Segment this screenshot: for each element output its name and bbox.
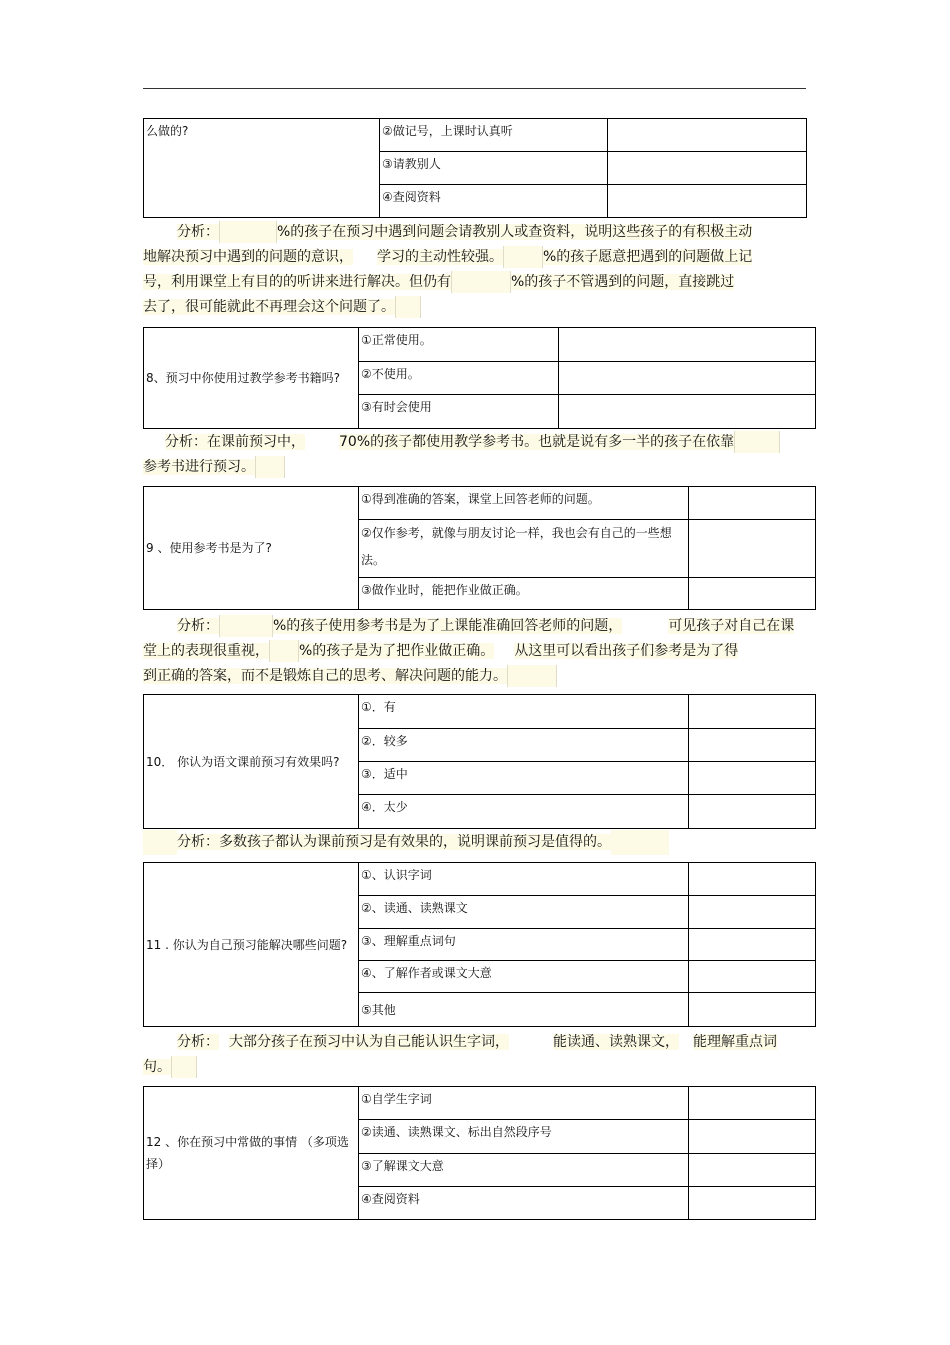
header-rule bbox=[143, 88, 806, 89]
option-label: ①自学生字词 bbox=[359, 1087, 689, 1120]
option-label: ①．有 bbox=[359, 695, 689, 729]
analysis-label: 分析： bbox=[177, 1034, 219, 1050]
option-label: ③了解课文大意 bbox=[359, 1154, 689, 1187]
analysis-9 bbox=[143, 614, 794, 689]
question-table-10 bbox=[143, 694, 816, 829]
answer-cell bbox=[689, 729, 816, 762]
question-table-11 bbox=[143, 862, 816, 1027]
question-table-8 bbox=[143, 327, 816, 429]
option-label: ③有时会使用 bbox=[359, 395, 559, 429]
answer-cell bbox=[689, 520, 816, 578]
analysis-text: %的孩子不管遇到的问题，直接跳过 bbox=[511, 274, 735, 290]
analysis-8 bbox=[143, 430, 780, 480]
analysis-11 bbox=[143, 1030, 777, 1080]
option-label: ①、认识字词 bbox=[359, 863, 689, 896]
answer-cell bbox=[559, 362, 816, 395]
analysis-label: 分析： bbox=[177, 224, 219, 240]
analysis-text: 到正确的答案，而不是锻炼自己的思考、解决问题的能力。 bbox=[143, 668, 507, 684]
answer-cell bbox=[689, 929, 816, 961]
option-label: ②读通、读熟课文、标出自然段序号 bbox=[359, 1120, 689, 1154]
option-label: ④查阅资料 bbox=[380, 185, 608, 218]
answer-cell bbox=[689, 487, 816, 520]
answer-cell bbox=[559, 328, 816, 362]
answer-cell bbox=[689, 1187, 816, 1220]
analysis-text: 号，利用课堂上有目的的听讲来进行解决。但仍有 bbox=[143, 274, 451, 290]
question-text: 10． 你认为语文课前预习有效果吗? bbox=[144, 695, 359, 829]
option-label: ②不使用。 bbox=[359, 362, 559, 395]
question-table-9 bbox=[143, 486, 816, 610]
question-text: 么做的? bbox=[144, 119, 380, 218]
question-text: 11 . 你认为自己预习能解决哪些问题? bbox=[144, 863, 359, 1027]
analysis-text: 句。 bbox=[143, 1059, 171, 1075]
answer-cell bbox=[689, 1154, 816, 1187]
answer-cell bbox=[689, 993, 816, 1027]
answer-cell bbox=[608, 119, 807, 152]
analysis-text: 参考书进行预习。 bbox=[143, 459, 255, 475]
option-label: ④查阅资料 bbox=[359, 1187, 689, 1220]
question-text: 12 、你在预习中常做的事情 （多项选择） bbox=[144, 1087, 359, 1220]
analysis-text: 能理解重点词 bbox=[693, 1034, 777, 1050]
answer-cell bbox=[689, 695, 816, 729]
analysis-text: %的孩子愿意把遇到的问题做上记 bbox=[543, 249, 753, 265]
answer-cell bbox=[689, 863, 816, 896]
question-table-12 bbox=[143, 1086, 816, 1220]
answer-cell bbox=[608, 152, 807, 185]
option-label: ②．较多 bbox=[359, 729, 689, 762]
answer-cell bbox=[689, 896, 816, 929]
analysis-text: 从这里可以看出孩子们参考是为了得 bbox=[514, 643, 739, 659]
option-label: ②做记号，上课时认真听 bbox=[380, 119, 608, 152]
question-text: 9 、使用参考书是为了? bbox=[144, 487, 359, 610]
option-label: ④、了解作者或课文大意 bbox=[359, 961, 689, 993]
answer-cell bbox=[689, 1087, 816, 1120]
answer-cell bbox=[689, 578, 816, 610]
analysis-text: 地解决预习中遇到的问题的意识， bbox=[143, 249, 353, 265]
analysis-text: 去了，很可能就此不再理会这个问题了。 bbox=[143, 299, 395, 315]
analysis-text: %的孩子是为了把作业做正确。 bbox=[299, 643, 495, 659]
analysis-text: 分析：在课前预习中， bbox=[165, 434, 305, 450]
option-label: ②仅作参考，就像与朋友讨论一样，我也会有自己的一些想法。 bbox=[359, 520, 689, 578]
option-label: ③、理解重点词句 bbox=[359, 929, 689, 961]
option-label: ③请教别人 bbox=[380, 152, 608, 185]
analysis-text: 70%的孩子都使用教学参考书。也就是说有多一半的孩子在依靠 bbox=[339, 434, 735, 450]
answer-cell bbox=[559, 395, 816, 429]
option-label: ①正常使用。 bbox=[359, 328, 559, 362]
option-label: ④．太少 bbox=[359, 795, 689, 829]
analysis-text: 大部分孩子在预习中认为自己能认识生字词， bbox=[229, 1034, 509, 1050]
analysis-text: 可见孩子对自己在课 bbox=[668, 618, 795, 634]
question-table-7 bbox=[143, 118, 807, 218]
option-label: ⑤其他 bbox=[359, 993, 689, 1027]
answer-cell bbox=[689, 961, 816, 993]
answer-cell bbox=[689, 1120, 816, 1154]
analysis-text: 能读通、读熟课文， bbox=[553, 1034, 679, 1050]
analysis-text: 学习的主动性较强。 bbox=[377, 249, 503, 265]
question-text: 8、预习中你使用过教学参考书籍吗? bbox=[144, 328, 359, 429]
option-label: ③做作业时，能把作业做正确。 bbox=[359, 578, 689, 610]
answer-cell bbox=[689, 762, 816, 795]
analysis-text: %的孩子使用参考书是为了上课能准确回答老师的问题， bbox=[273, 618, 623, 634]
analysis-text: %的孩子在预习中遇到问题会请教别人或查资料，说明这些孩子的有积极主动 bbox=[277, 224, 753, 240]
answer-cell bbox=[689, 795, 816, 829]
analysis-10 bbox=[143, 830, 669, 855]
option-label: ①得到准确的答案，课堂上回答老师的问题。 bbox=[359, 487, 689, 520]
analysis-7 bbox=[143, 220, 752, 320]
analysis-label: 分析： bbox=[177, 618, 219, 634]
option-label: ②、读通、读熟课文 bbox=[359, 896, 689, 929]
answer-cell bbox=[608, 185, 807, 218]
analysis-text: 堂上的表现很重视， bbox=[143, 643, 269, 659]
option-label: ③．适中 bbox=[359, 762, 689, 795]
analysis-text: 分析：多数孩子都认为课前预习是有效果的，说明课前预习是值得的。 bbox=[177, 834, 611, 850]
